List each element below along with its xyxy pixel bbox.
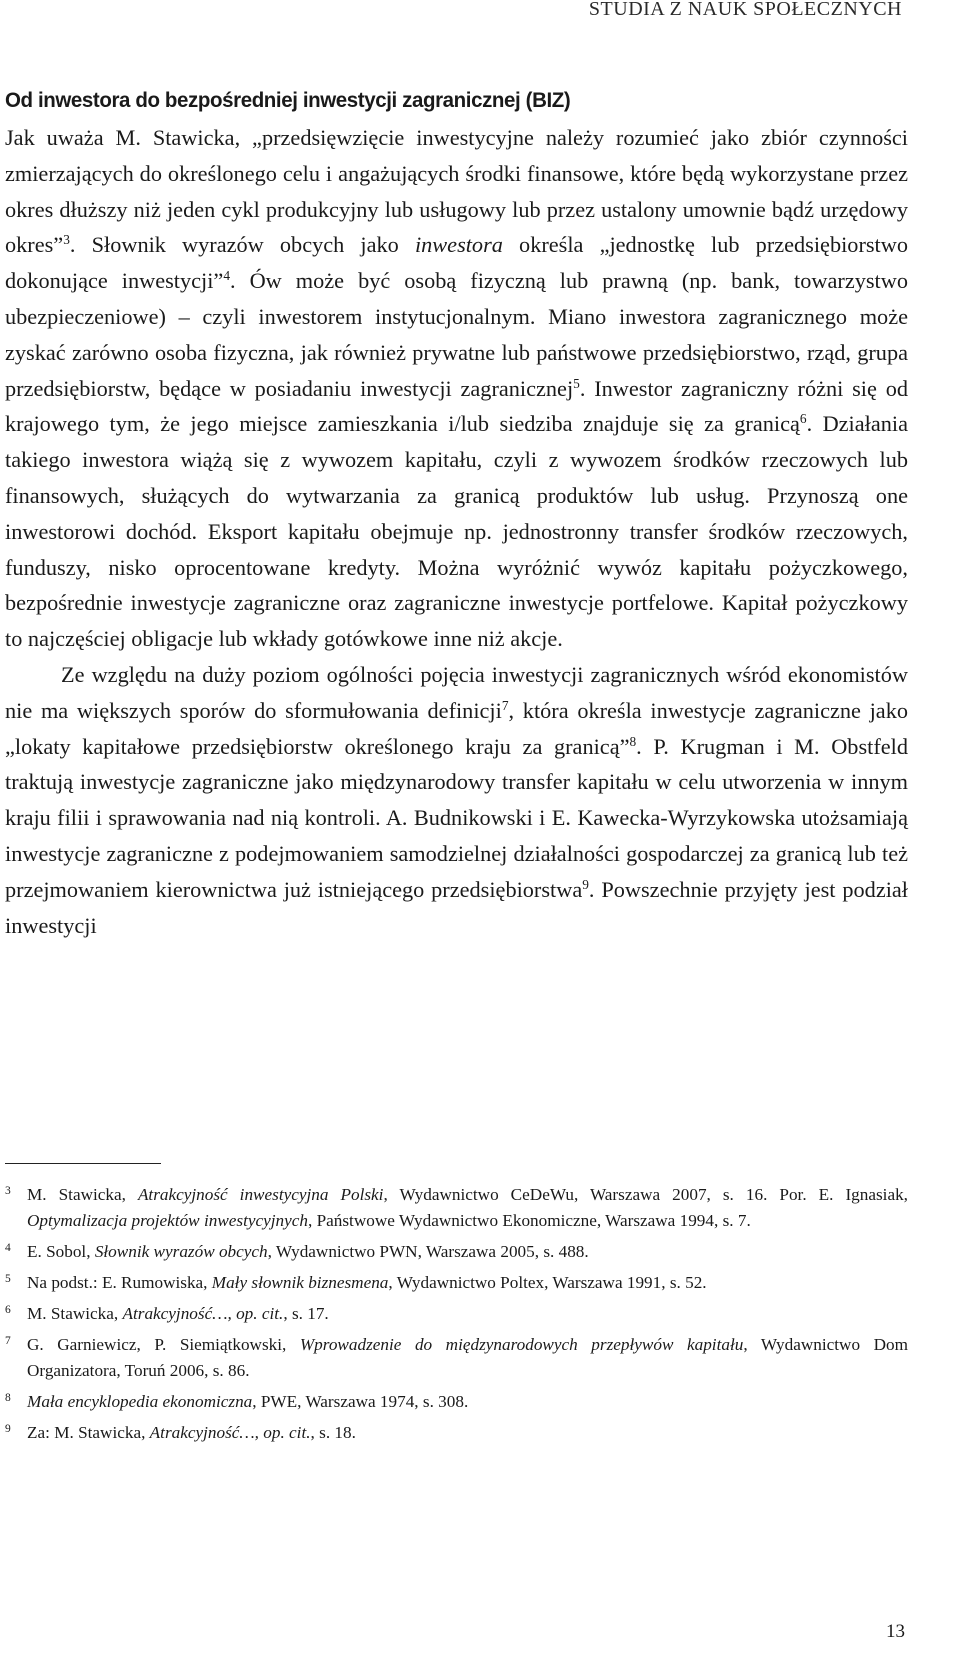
footnote-ref-5: 5 xyxy=(573,375,580,391)
cited-title: Atrakcyjność…, op. cit. xyxy=(149,1423,311,1442)
cited-title: Optymalizacja projektów inwestycyjnych xyxy=(27,1211,308,1230)
cited-title: Mała encyklopedia ekonomiczna xyxy=(27,1392,253,1411)
text-run: , s. 17. xyxy=(283,1304,329,1323)
text-run: Jak uważa M. Stawicka, „przedsięwzięcie inwestycyjne należy rozumieć jako zbiór czynności zmierzających do określonego celu i angażujących środki finansowe, które będą wykorzystane przez okres dłuższy niż jeden cykl produkcyjny lub usługowy lub przez ustalony umownie bądź urzędowy okres” xyxy=(5,125,908,258)
text-run: M. Stawicka, xyxy=(27,1185,138,1204)
footnote-ref-9: 9 xyxy=(582,876,589,892)
cited-title: Mały słownik biznesmena xyxy=(211,1273,389,1292)
footnote-4 xyxy=(5,1239,908,1265)
text-run: , Wydawnictwo CeDeWu, Warszawa 2007, s. 16. Por. E. Ignasiak, xyxy=(383,1185,908,1204)
cited-title: Atrakcyjność…, op. cit. xyxy=(122,1304,284,1323)
text-run: , która określa inwestycje zagraniczne jako „lokaty kapitałowe przedsiębiorstw określonego kraju za granicą” xyxy=(5,697,909,759)
text-run: G. Garniewicz, P. Siemiątkowski, xyxy=(27,1335,300,1354)
text-run: . Powszechnie przyjęty jest podział inwestycji xyxy=(5,876,908,938)
paragraph-2 xyxy=(5,657,908,943)
footnote-ref-6: 6 xyxy=(799,411,807,427)
text-run: , Wydawnictwo PWN, Warszawa 2005, s. 488. xyxy=(267,1242,589,1261)
italic-term: inwestora xyxy=(414,232,503,258)
footnote-ref-7: 7 xyxy=(501,697,509,713)
footnotes xyxy=(5,1182,908,1451)
text-run: . Słownik wyrazów obcych jako xyxy=(69,232,415,258)
text-run: . Działania takiego inwestora wiążą się z wywozem kapitału, czyli z wywozem środków rzeczowych lub finansowych, służących do wytwarzania za granicą produktów lub usług. Przynoszą one inwestorowi dochód. Eksport kapitału obejmuje np. jednostronny transfer środków rzeczowych, funduszy, nisko oprocentowane kredyty. Można wyróżnić wywóz kapitału pożyczkowego, bezpośrednie inwestycje zagraniczne oraz zagraniczne inwestycje portfelowe. Kapitał pożyczkowy to najczęściej obligacje lub wkłady gotówkowe inne niż akcje. xyxy=(5,411,908,652)
text-run: . Inwestor zagraniczny różni się od krajowego tym, że jego miejsce zamieszkania i/lub siedziba znajduje się za granicą xyxy=(5,375,908,437)
text-run: M. Stawicka, xyxy=(27,1304,123,1323)
footnote-number: 3 xyxy=(5,1185,11,1197)
footnote-divider xyxy=(5,1163,161,1164)
text-run: Za: M. Stawicka, xyxy=(27,1423,150,1442)
text-run: Na podst.: E. Rumowiska, xyxy=(27,1273,212,1292)
body-text xyxy=(5,120,908,943)
text-run: , PWE, Warszawa 1974, s. 308. xyxy=(252,1392,469,1411)
text-run: Ze względu na duży poziom ogólności pojęcia inwestycji zagranicznych wśród ekonomistów nie ma większych sporów do sformułowania definicji xyxy=(5,661,908,723)
footnote-8 xyxy=(5,1389,908,1415)
text-run: , Wydawnictwo Dom Organizatora, Toruń 2006, s. 86. xyxy=(27,1335,908,1380)
page-number: 13 xyxy=(886,1621,905,1642)
text-run: , Wydawnictwo Poltex, Warszawa 1991, s. 52. xyxy=(388,1273,707,1292)
text-run: . P. Krugman i M. Obstfeld traktują inwestycje zagraniczne jako międzynarodowy transfer kapitału w celu utworzenia w innym kraju filii i sprawowania nad nią kontroli. A. Budnikowski i E. Kawecka-Wyrzykowska utożsamiają inwestycje zagraniczne z podejmowaniem samodzielnej działalności gospodarczej za granicą lub też przejmowaniem kierownictwa już istniejącego przedsiębiorstwa xyxy=(5,733,908,902)
text-run: określa „jednostkę lub przedsiębiorstwo dokonujące inwestycji” xyxy=(5,232,908,294)
footnote-5 xyxy=(5,1270,908,1296)
text-run: . Ów może być osobą fizyczną lub prawną (np. bank, towarzystwo ubezpieczeniowe) – czyli inwestorem instytucjonalnym. Miano inwestora zagranicznego może zyskać zarówno osoba fizyczna, jak również prywatne lub państwowe przedsiębiorstwo, rząd, grupa przedsiębiorstw, będące w posiadaniu inwestycji zagranicznej xyxy=(5,268,908,401)
footnote-9 xyxy=(5,1420,908,1446)
footnote-ref-3: 3 xyxy=(63,232,70,248)
footnote-number: 5 xyxy=(5,1273,11,1285)
footnote-7 xyxy=(5,1332,908,1384)
section-heading: Od inwestora do bezpośredniej inwestycji zagranicznej (BIZ) xyxy=(5,88,571,113)
footnote-ref-4: 4 xyxy=(223,268,231,284)
footnote-number: 4 xyxy=(5,1242,11,1254)
footnote-number: 6 xyxy=(5,1304,11,1316)
footnote-ref-8: 8 xyxy=(629,733,637,749)
text-run: , Państwowe Wydawnictwo Ekonomiczne, Warszawa 1994, s. 7. xyxy=(307,1211,751,1230)
cited-title: Słownik wyrazów obcych xyxy=(94,1242,268,1261)
footnote-number: 9 xyxy=(5,1423,11,1435)
footnote-6 xyxy=(5,1301,908,1327)
footnote-3 xyxy=(5,1182,908,1234)
cited-title: Wprowadzenie do międzynarodowych przepływów kapitału xyxy=(299,1335,744,1354)
running-header: STUDIA Z NAUK SPOŁECZNYCH xyxy=(588,0,902,20)
footnote-number: 7 xyxy=(5,1335,11,1347)
cited-title: Atrakcyjność inwestycyjna Polski xyxy=(137,1185,384,1204)
text-run: , s. 18. xyxy=(310,1423,356,1442)
paragraph-1 xyxy=(5,120,908,657)
footnote-number: 8 xyxy=(5,1392,11,1404)
text-run: E. Sobol, xyxy=(27,1242,95,1261)
